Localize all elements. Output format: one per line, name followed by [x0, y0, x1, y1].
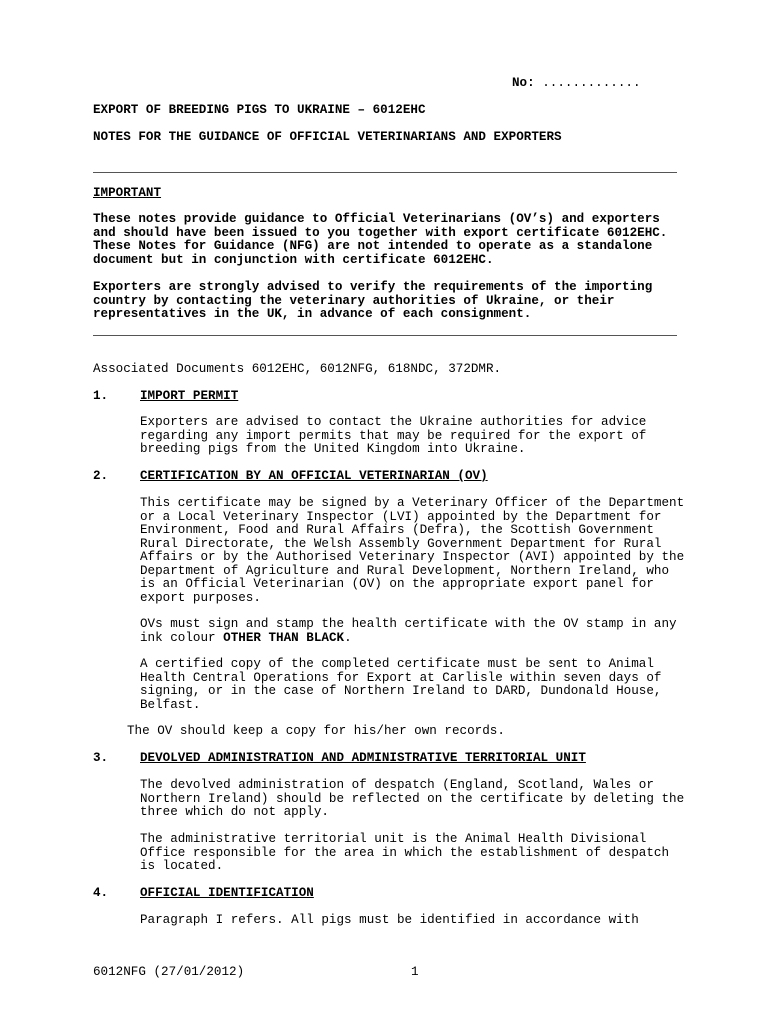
- emphasis-text: OTHER THAN BLACK: [223, 630, 345, 645]
- certificate-number: [512, 77, 641, 91]
- document-subtitle: NOTES FOR THE GUIDANCE OF OFFICIAL VETERINARIANS AND EXPORTERS: [93, 130, 562, 144]
- important-para-1: These notes provide guidance to Official Veterinarians (OV’s) and exporters and should have been issued to you together with export certificate 6012EHC. These Notes for Guidance (NFG) are not intended to operate as a standalone document but in conjunction with certificate 6012EHC.: [93, 212, 668, 267]
- section-paragraph: The devolved administration of despatch (England, Scotland, Wales or Northern Ireland) should be reflected on the certificate by deleting the three which do not apply.: [140, 778, 685, 819]
- section-number: 1.: [93, 389, 109, 403]
- section-heading: IMPORT PERMIT: [140, 389, 239, 403]
- section-heading: CERTIFICATION BY AN OFFICIAL VETERINARIAN (OV): [140, 469, 488, 483]
- associated-documents: Associated Documents 6012EHC, 6012NFG, 618NDC, 372DMR.: [93, 362, 502, 376]
- section-paragraph: The administrative territorial unit is the Animal Health Divisional Office responsible for the area in which the establishment of despatch is located.: [140, 832, 670, 873]
- paragraph-text: .: [344, 630, 352, 645]
- important-para-2: Exporters are strongly advised to verify the requirements of the importing country by contacting the veterinary authorities of Ukraine, or their representatives in the UK, in advance of each consignment.: [93, 280, 653, 321]
- section-paragraph: This certificate may be signed by a Veterinary Officer of the Department or a Local Veterinary Inspector (LVI) appointed by the Department for Environment, Food and Rural Affairs (Defra), the Scottish Government Rural Directorate, the Welsh Assembly Government Department for Rural Affairs or by the Authorised Veterinary Inspector (AVI) appointed by the Department of Agriculture and Rural Development, Northern Ireland, who is an Official Veterinarian (OV) on the appropriate export panel for export purposes.: [140, 496, 685, 605]
- page-number: 1: [411, 965, 419, 979]
- divider: [93, 335, 677, 336]
- divider: [93, 172, 677, 173]
- paragraph-text: OVs must sign and stamp the health certificate with the OV stamp in any ink colour: [140, 617, 677, 645]
- section-number: 2.: [93, 469, 109, 483]
- important-heading: IMPORTANT: [93, 186, 162, 200]
- section-heading: DEVOLVED ADMINISTRATION AND ADMINISTRATIVE TERRITORIAL UNIT: [140, 751, 586, 765]
- section-paragraph: Paragraph I refers. All pigs must be identified in accordance with: [140, 913, 639, 927]
- section-heading: OFFICIAL IDENTIFICATION: [140, 886, 314, 900]
- section-paragraph: A certified copy of the completed certificate must be sent to Animal Health Central Operations for Export at Carlisle within seven days of signing, or in the case of Northern Ireland to DARD, Dundonald House, Belfast.: [140, 657, 662, 712]
- footer-reference: 6012NFG (27/01/2012): [93, 965, 245, 979]
- no-value: .............: [542, 76, 641, 90]
- document-title: EXPORT OF BREEDING PIGS TO UKRAINE – 6012EHC: [93, 103, 426, 117]
- section-paragraph: Exporters are advised to contact the Ukraine authorities for advice regarding any import permits that may be required for the export of breeding pigs from the United Kingdom into Ukraine.: [140, 415, 647, 456]
- no-label: No:: [512, 76, 535, 90]
- section-number: 3.: [93, 751, 109, 765]
- section-paragraph: The OV should keep a copy for his/her own records.: [127, 724, 505, 738]
- section-number: 4.: [93, 886, 109, 900]
- section-paragraph: [140, 618, 685, 645]
